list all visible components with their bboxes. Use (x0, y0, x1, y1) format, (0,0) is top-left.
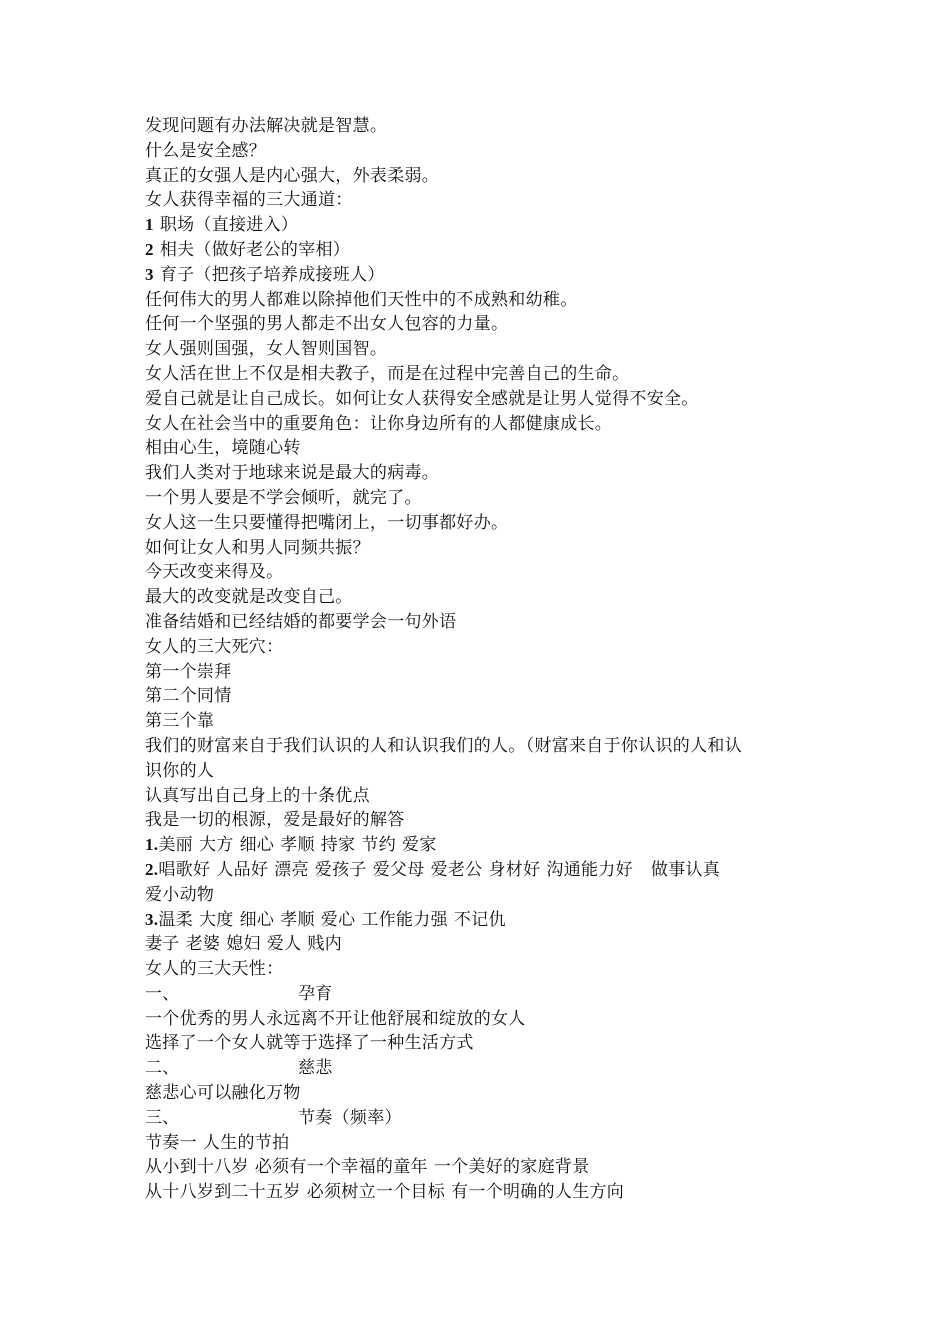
rhythm-segment: 必须树立一个目标 (306, 1182, 446, 1203)
text-line: 发现问题有办法解决就是智慧。 (145, 116, 388, 136)
text-line: 女人活在世上不仅是相夫教子，而是在过程中完善自己的生命。 (145, 363, 630, 384)
merit-item: 做事认真 (650, 859, 721, 880)
text-line: 相由心生，境随心转 (145, 438, 301, 459)
text-line: 我们人类对于地球来说是最大的病毒。 (145, 463, 440, 484)
text-line: 准备结婚和已经结婚的都要学会一句外语 (145, 611, 457, 632)
rhythm-line (145, 1180, 825, 1205)
rhythm-segment: 从十八岁到二十五岁 (145, 1182, 301, 1203)
nature-label: 二、 (145, 1058, 180, 1079)
rhythm-line (145, 1131, 825, 1156)
text-line: 什么是安全感？ (145, 140, 267, 161)
merit-item: 爱老公 (430, 859, 483, 880)
merit-item: 温柔 (158, 909, 193, 930)
item-text: 职场（直接进入） (159, 215, 299, 236)
text-line: 真正的女强人是内心强大，外表柔弱。 (145, 165, 440, 186)
text-line: 任何一个坚强的男人都走不出女人包容的力量。 (145, 314, 509, 335)
nature-title: 慈悲 (298, 1058, 333, 1079)
nature-title: 孕育 (298, 983, 333, 1004)
text-line: 女人强则国强，女人智则国智。 (145, 339, 388, 360)
text-line: 我们的财富来自于我们认识的人和认识我们的人。（财富来自于你认识的人和认 (145, 735, 742, 756)
text-line: 第三个靠 (145, 711, 215, 732)
merit-item: 大方 (198, 835, 234, 856)
text-line: 如何让女人和男人同频共振？ (145, 537, 370, 558)
item-number: 3 (145, 264, 154, 284)
rhythm-line (145, 1155, 825, 1180)
text-line: 第一个崇拜 (145, 661, 232, 682)
rhythm-segment: 一个美好的家庭背景 (433, 1157, 590, 1178)
merit-item: 老婆 (185, 934, 221, 955)
merit-item: 不记仇 (453, 909, 506, 930)
text-line: 最大的改变就是改变自己。 (145, 587, 353, 608)
merit-line (145, 908, 825, 933)
text-line: 第二个同情 (145, 686, 232, 707)
text-line: 选择了一个女人就等于选择了一种生活方式 (145, 1033, 474, 1054)
merit-item: 爱人 (266, 934, 302, 955)
item-number: 2. (145, 859, 159, 879)
text-line: 慈悲心可以融化万物 (145, 1083, 301, 1104)
merit-item: 爱心 (320, 909, 356, 930)
nature-item (145, 1106, 825, 1131)
text-line: 爱自己就是让自己成长。如何让女人获得安全感就是让男人觉得不安全。 (145, 388, 699, 409)
section-heading: 女人的三大天性： (145, 959, 284, 980)
merit-line (145, 932, 825, 957)
item-text: 相夫（做好老公的宰相） (159, 239, 351, 260)
text-line: 识你的人 (145, 760, 215, 781)
merit-line (145, 833, 825, 858)
merit-item: 人品好 (216, 859, 269, 880)
document-body (145, 114, 825, 1205)
merit-item: 持家 (320, 835, 356, 856)
item-number: 3. (145, 909, 159, 929)
text-line: 女人的三大死穴： (145, 636, 284, 657)
merit-item: 爱父母 (372, 859, 425, 880)
rhythm-segment: 人生的节拍 (202, 1132, 290, 1153)
text-line: 女人获得幸福的三大通道： (145, 190, 353, 211)
rhythm-segment: 有一个明确的人生方向 (451, 1182, 625, 1203)
nature-label: 三、 (145, 1107, 180, 1128)
text-line: 女人在社会当中的重要角色：让你身边所有的人都健康成长。 (145, 413, 613, 434)
text-line: 我是一切的根源，爱是最好的解答 (145, 810, 405, 831)
merit-item: 妻子 (145, 934, 180, 955)
nature-title: 节奏（频率） (298, 1107, 402, 1128)
text-line: 一个男人要是不学会倾听，就完了。 (145, 487, 422, 508)
channel-item (145, 213, 825, 238)
rhythm-segment: 必须有一个幸福的童年 (254, 1157, 428, 1178)
merit-item: 漂亮 (274, 859, 309, 880)
merit-item: 美丽 (158, 835, 193, 856)
merit-item: 媳妇 (226, 934, 261, 955)
rhythm-list (145, 1131, 825, 1205)
merit-item: 唱歌好 (158, 859, 211, 880)
merit-item: 贱内 (307, 934, 343, 955)
channel-item (145, 263, 825, 288)
nature-item (145, 1056, 825, 1081)
merit-item: 细心 (239, 909, 275, 930)
merit-item: 孝顺 (280, 835, 315, 856)
merit-item: 孝顺 (280, 909, 315, 930)
text-line: 一个优秀的男人永远离不开让他舒展和绽放的女人 (145, 1008, 526, 1029)
nature-list (145, 982, 825, 1131)
text-line: 女人这一生只要懂得把嘴闭上，一切事都好办。 (145, 512, 509, 533)
nature-label: 一、 (145, 983, 180, 1004)
merit-item: 爱小动物 (145, 884, 215, 905)
rhythm-segment: 从小到十八岁 (145, 1157, 249, 1178)
merit-item: 爱家 (402, 835, 437, 856)
channel-item (145, 238, 825, 263)
merit-item: 节约 (361, 835, 397, 856)
merit-item: 沟通能力好 (546, 859, 633, 880)
text-line: 认真写出自己身上的十条优点 (145, 785, 370, 806)
merit-item: 爱孩子 (314, 859, 367, 880)
merit-item: 大度 (198, 909, 234, 930)
merit-line (145, 858, 825, 883)
nature-item (145, 982, 825, 1007)
item-number: 2 (145, 239, 154, 259)
text-line: 任何伟大的男人都难以除掉他们天性中的不成熟和幼稚。 (145, 289, 578, 310)
merit-line (145, 883, 825, 908)
item-number: 1 (145, 215, 154, 235)
rhythm-segment: 节奏一 (145, 1132, 197, 1153)
merit-item: 细心 (239, 835, 275, 856)
merit-item: 身材好 (488, 859, 541, 880)
text-line: 今天改变来得及。 (145, 562, 284, 583)
merits-list (145, 833, 825, 957)
item-text: 育子（把孩子培养成接班人） (159, 264, 385, 285)
item-number: 1. (145, 835, 159, 855)
merit-item: 工作能力强 (361, 909, 448, 930)
